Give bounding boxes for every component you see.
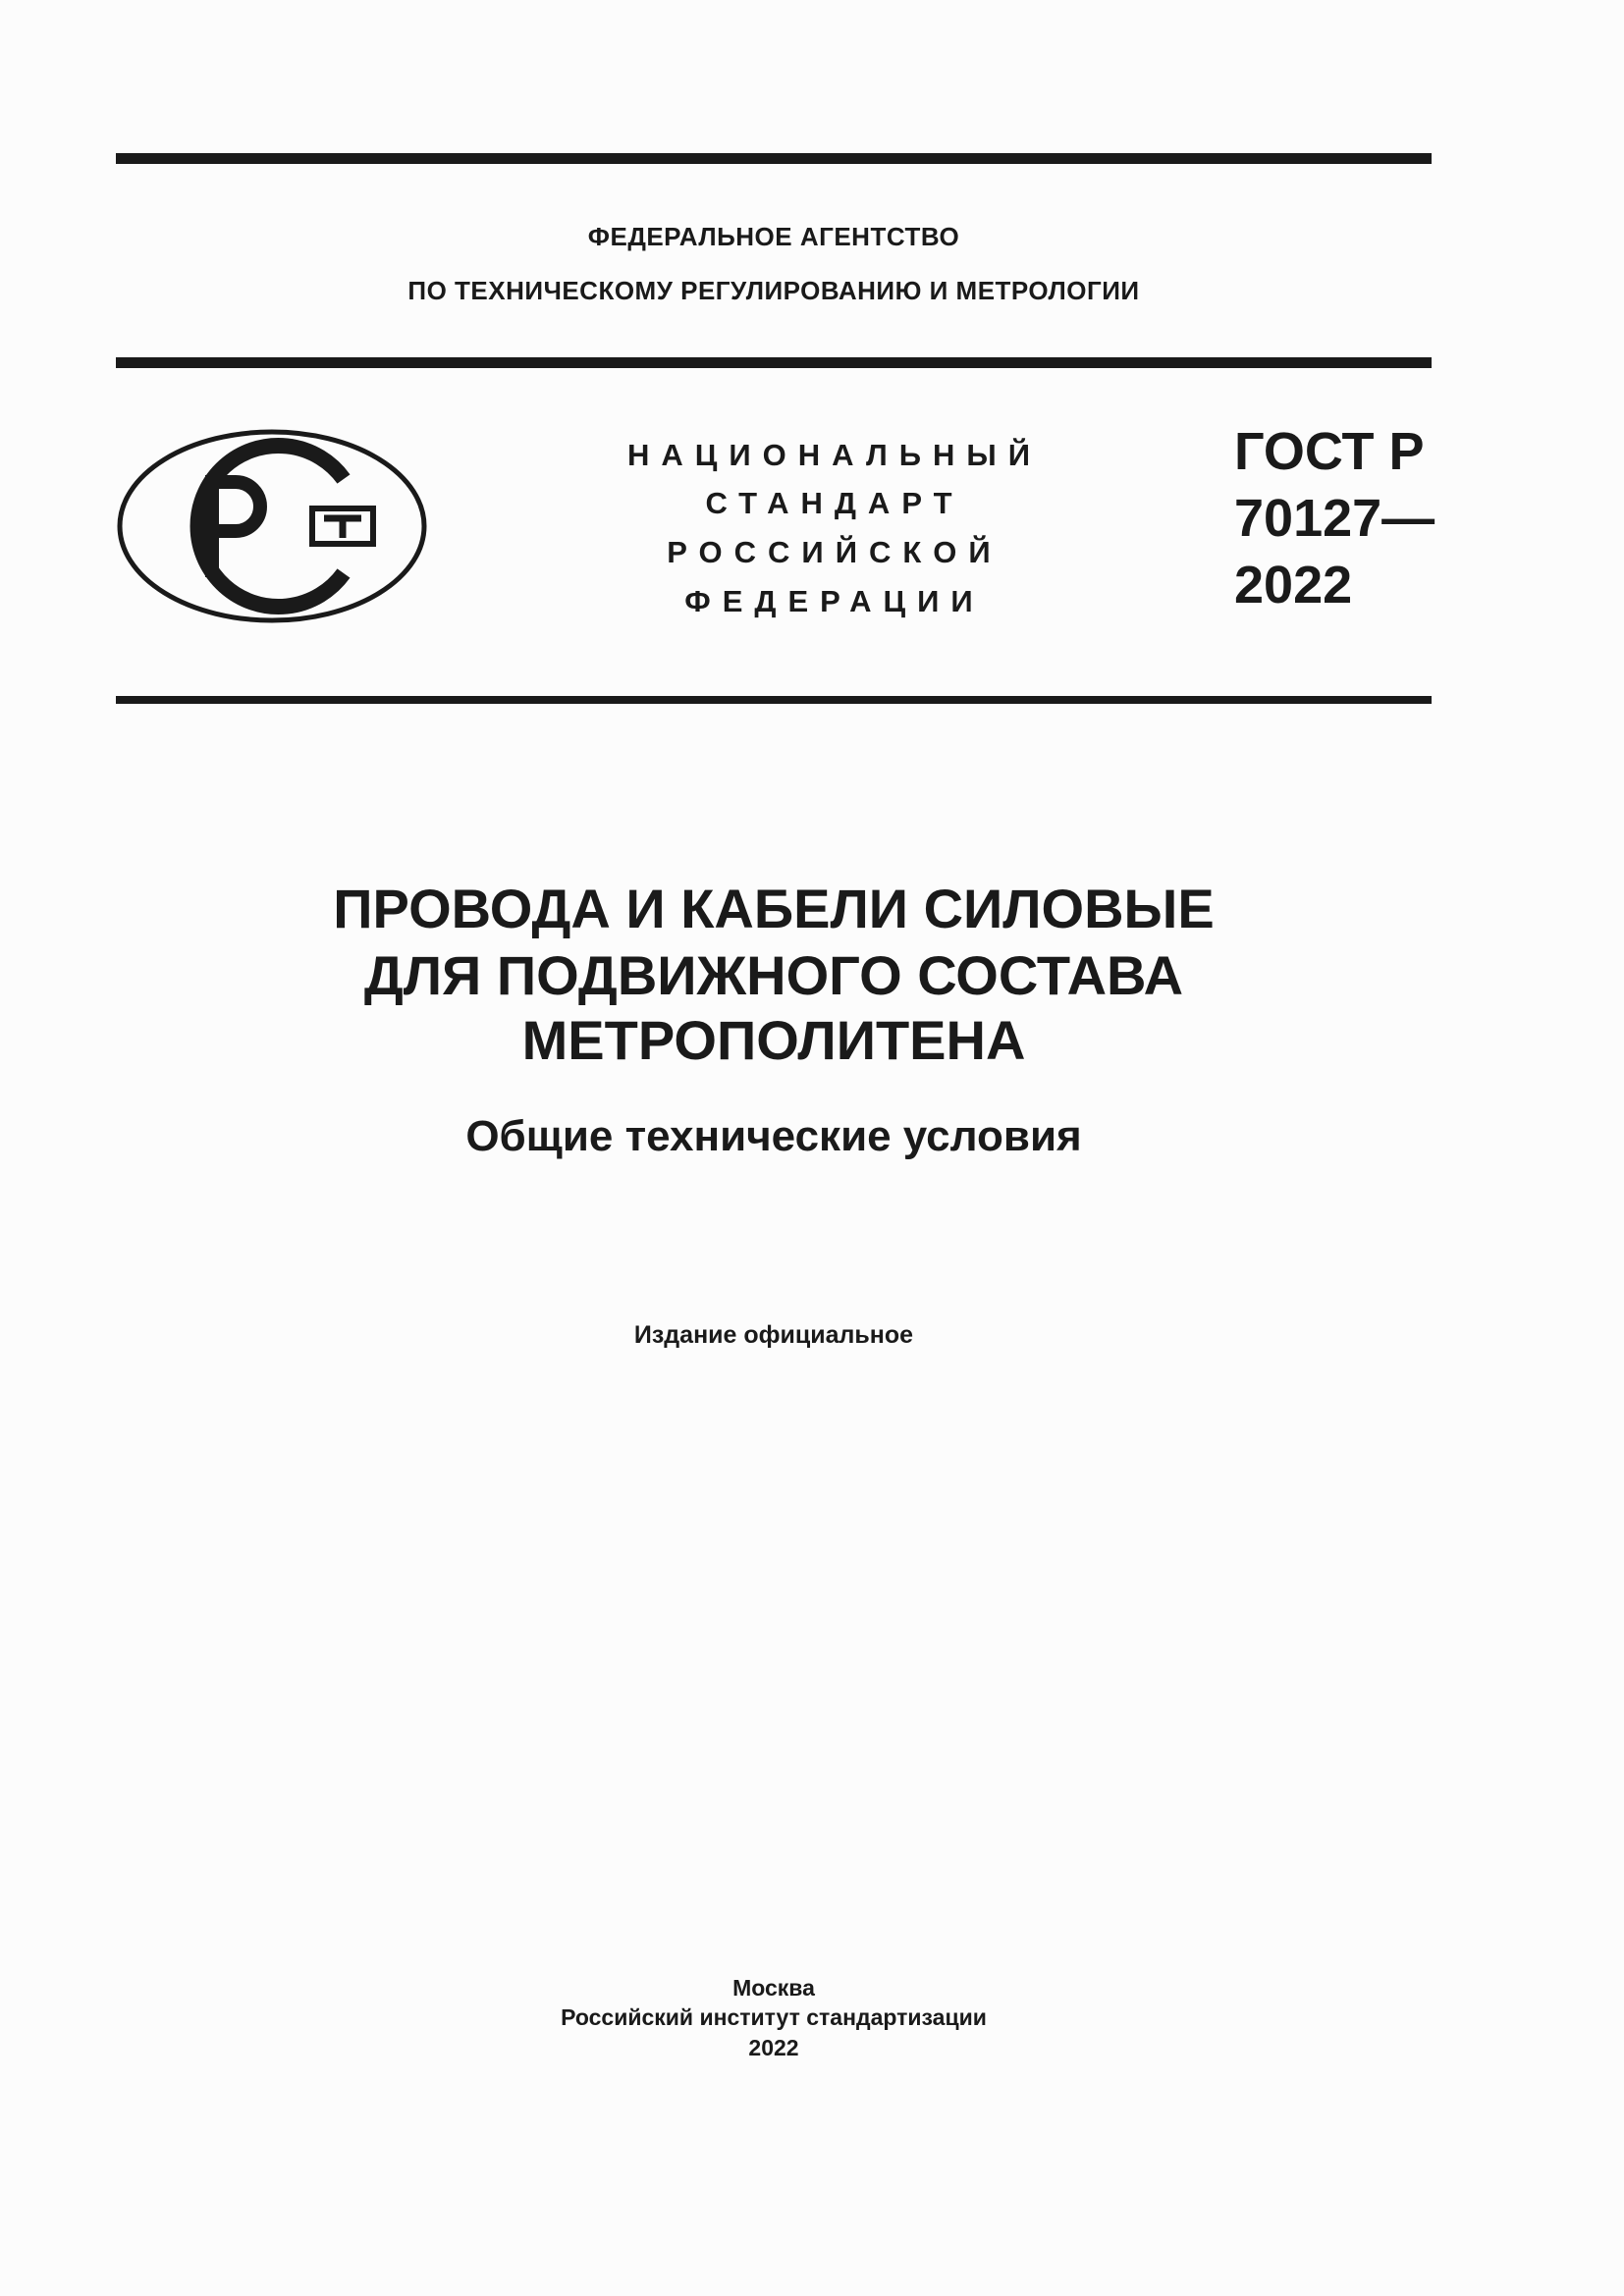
document-subtitle: Общие технические условия <box>465 1112 1082 1160</box>
top-rule <box>116 153 1432 164</box>
national-standard-line-3: РОССИЙСКОЙ <box>667 535 1002 569</box>
imprint-publisher: Российский институт стандартизации <box>561 2004 987 2030</box>
standard-designation-line-1: ГОСТ Р <box>1234 422 1425 481</box>
national-standard-line-4: ФЕДЕРАЦИИ <box>684 584 985 618</box>
national-standard-line-2: СТАНДАРТ <box>705 486 964 520</box>
agency-name-line-1: ФЕДЕРАЛЬНОЕ АГЕНТСТВО <box>587 222 960 251</box>
edition-note: Издание официальное <box>633 1321 914 1349</box>
imprint-city: Москва <box>732 1975 815 2001</box>
standard-designation-line-2: 70127— <box>1234 489 1435 548</box>
agency-name-line-2: ПО ТЕХНИЧЕСКОМУ РЕГУЛИРОВАНИЮ И МЕТРОЛОГИИ <box>407 276 1140 305</box>
header-rule <box>116 357 1432 368</box>
imprint-year: 2022 <box>748 2035 799 2060</box>
rst-certification-mark-icon <box>116 428 428 624</box>
standard-designation-line-3: 2022 <box>1234 556 1353 614</box>
document-title-line-2: ДЛЯ ПОДВИЖНОГО СОСТАВА <box>363 944 1184 1006</box>
document-title-line-1: ПРОВОДА И КАБЕЛИ СИЛОВЫЕ <box>333 878 1215 939</box>
document-title-line-3: МЕТРОПОЛИТЕНА <box>521 1009 1026 1071</box>
national-standard-line-1: НАЦИОНАЛЬНЫЙ <box>626 438 1043 472</box>
standard-block-rule <box>116 696 1432 704</box>
